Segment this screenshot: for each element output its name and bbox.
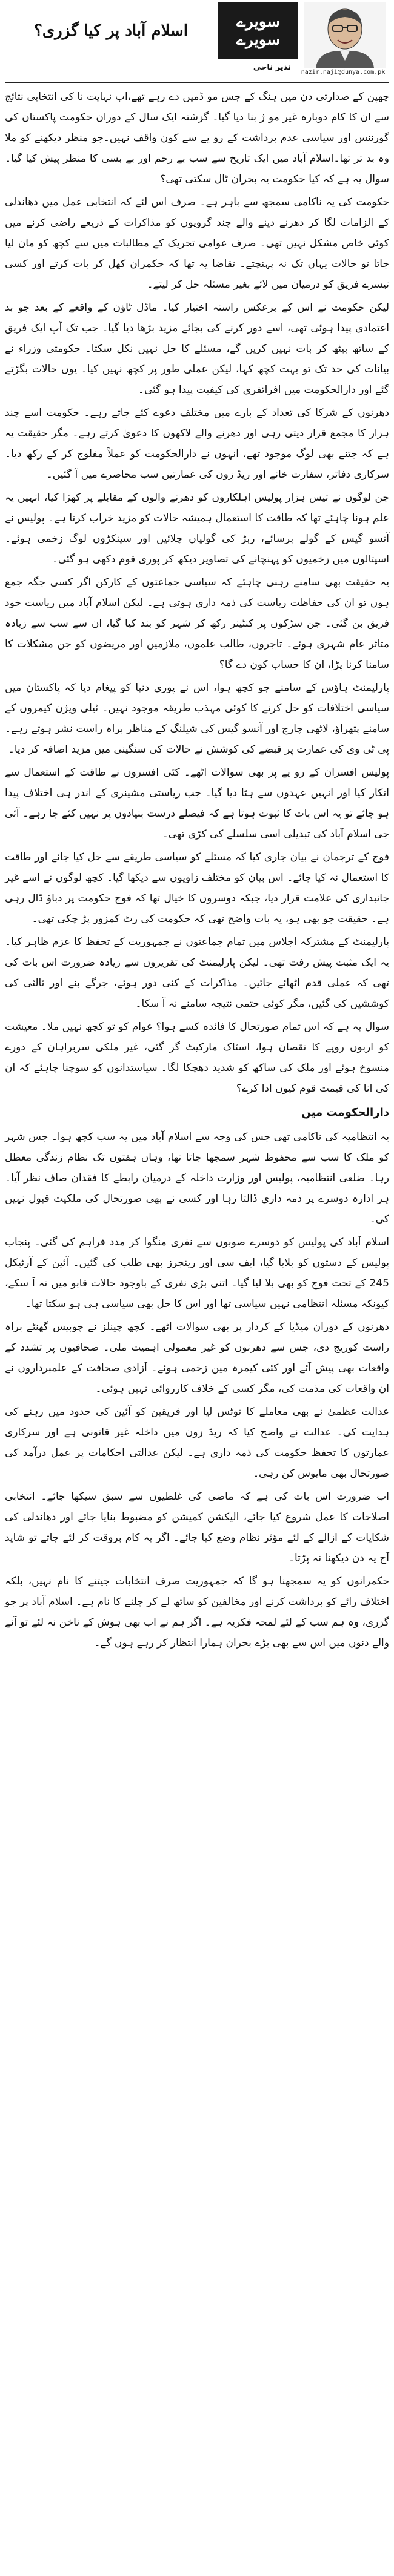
column-title: اسلام آباد پر کیا گزری؟ bbox=[34, 22, 188, 40]
paragraph: لیکن حکومت نے اس کے برعکس راستہ اختیار کیا۔ ماڈل ٹاؤن کے واقعے کے بعد جو بد اعتمادی پیدا ہوئی تھی، اسے دور کرنے کی بجائے مزید بڑھا دیا گیا۔ جب تک آپ ایک فریق کے ساتھ بیٹھ کر بات نہیں کریں گے، مسئلے کا حل نہیں نکل سکتا۔ حکومتی وزراء نے بیانات کی حد تک تو بہت کچھ کہا، لیکن عملی طور پر کچھ نہیں کیا۔ یوں حالات بگڑتے گئے اور دارالحکومت میں افراتفری کی کیفیت پیدا ہو گئی۔ bbox=[5, 301, 389, 396]
paragraph: پولیس افسران کے رو یے پر بھی سوالات اٹھے۔ کئی افسروں نے طاقت کے استعمال سے انکار کیا اور انہیں عہدوں سے ہٹا دیا گیا۔ جب ریاستی مشینری کے اندر ہی اختلاف پیدا ہو جائے تو یہ اس بات کا ثبوت ہوتا ہے کہ فیصلے درست بنیادوں پر نہیں کئے جا رہے۔ آئی جی اسلام آباد کی تبدیلی اسی سلسلے کی کڑی تھی۔ bbox=[5, 766, 389, 840]
paragraph: پارلیمنٹ ہاؤس کے سامنے جو کچھ ہوا، اس نے پوری دنیا کو پیغام دیا کہ پاکستان میں سیاسی اختلافات کو حل کرنے کا کوئی مہذب طریقہ موجود نہیں۔ ٹیلی ویژن کیمروں کے سامنے پتھراؤ، لاٹھی چارج اور آنسو گیس کی شیلنگ کے مناظر براہ راست نشر ہوتے رہے۔ پی ٹی وی کی عمارت پر قبضے کی کوشش نے حالات کی سنگینی میں مزید اضافہ کر دیا۔ bbox=[5, 682, 389, 756]
paragraph: عدالت عظمیٰ نے بھی معاملے کا نوٹس لیا اور فریقین کو آئین کی حدود میں رہنے کی ہدایت کی۔ عدالت نے واضح کیا کہ ریڈ زون میں داخلہ غیر قانونی ہے اور سرکاری عمارتوں کا تحفظ حکومت کی ذمہ داری ہے۔ لیکن عدالتی احکامات پر عمل درآمد کی صورتحال بھی مایوس کن رہی۔ bbox=[5, 1406, 389, 1480]
paragraph: اسلام آباد کی پولیس کو دوسرے صوبوں سے نفری منگوا کر مدد فراہم کی گئی۔ پنجاب پولیس کے دستوں کو بلایا گیا، ایف سی اور رینجرز بھی طلب کی گئیں۔ آئین کے آرٹیکل 245 کے تحت فوج کو بھی بلا لیا گیا۔ اتنی بڑی نفری کے باوجود حالات قابو میں نہ آ سکے، کیونکہ مسئلہ انتظامی نہیں سیاسی تھا اور اس کا حل بھی سیاسی ہی ہو سکتا تھا۔ bbox=[5, 1236, 389, 1310]
author-photo bbox=[304, 2, 386, 68]
paragraph: چھپن کے صدارتی دن میں ہنگ کے جس مو ڈمیں دے رہے تھے،اب نہایت نا کی انتخابی نتائج سے ان کا کام دوبارہ غیر مو ژ بنا دیا گیا۔ گزشتہ ایک سال کے دوران حکومت پاکستان کی گورننس اور سیاسی عدم برداشت کے رو یے سے کون واقف نہیں۔جو منظر دیکھنے کو ملا وہ بد تر تھا۔اسلام آباد میں ایک تاریخ سے سب بے رحم اور بے بسی کا منظر پیش کیا گیا۔سوال یہ ہے کہ کیا حکومت یہ بحران ٹال سکتی تھی؟ bbox=[5, 91, 389, 185]
logo-text-top: سویرے bbox=[236, 13, 281, 31]
logo-text-bottom: سویرے bbox=[236, 31, 281, 49]
paragraph: اب ضرورت اس بات کی ہے کہ ماضی کی غلطیوں سے سبق سیکھا جائے۔ انتخابی اصلاحات کا عمل شروع کیا جائے، الیکشن کمیشن کو مضبوط بنایا جائے اور دھاندلی کی شکایات کے ازالے کے لئے مؤثر نظام وضع کیا جائے۔ اگر یہ کام بروقت کر لئے جاتے تو شاید آج یہ دن دیکھنا نہ پڑتا۔ bbox=[5, 1491, 389, 1564]
section-subheading: دارالحکومت میں bbox=[301, 1106, 389, 1119]
paragraph: حکمرانوں کو یہ سمجھنا ہو گا کہ جمہوریت صرف انتخابات جیتنے کا نام نہیں، بلکہ اختلاف رائے کو برداشت کرنے اور مخالفین کو ساتھ لے کر چلنے کا نام ہے۔ اسلام آباد پر جو گزری، وہ ہم سب کے لئے لمحہ فکریہ ہے۔ اگر ہم نے اب بھی ہوش کے ناخن نہ لئے تو آنے والے دنوں میں اس سے بھی بڑے بحران ہمارا انتظار کر رہے ہوں گے۔ bbox=[5, 1575, 389, 1649]
column-header bbox=[5, 0, 389, 83]
paragraph: پارلیمنٹ کے مشترکہ اجلاس میں تمام جماعتوں نے جمہوریت کے تحفظ کا عزم ظاہر کیا۔ یہ ایک مثبت پیش رفت تھی۔ لیکن پارلیمنٹ کی تقریروں سے زیادہ ضرورت اس بات کی تھی کہ عملی قدم اٹھائے جائیں۔ مذاکرات کے کئی دور ہوئے، جرگے بنے اور ثالثی کی کوششیں کی گئیں، مگر کوئی حتمی نتیجہ سامنے نہ آ سکا۔ bbox=[5, 936, 389, 1010]
author-email[interactable]: nazir.naji@dunya.com.pk bbox=[301, 69, 386, 76]
paragraph: دھرنوں کے شرکا کی تعداد کے بارے میں مختلف دعوے کئے جاتے رہے۔ حکومت اسے چند ہزار کا مجمع قرار دیتی رہی اور دھرنے والے لاکھوں کا دعویٰ کرتے رہے۔ مگر حقیقت یہ ہے کہ جتنے بھی لوگ موجود تھے، انہوں نے دارالحکومت کو عملاً مفلوج کر کے رکھ دیا۔ سرکاری دفاتر، سفارت خانے اور ریڈ زون کی عمارتیں سب محاصرے میں آ گئیں۔ bbox=[5, 407, 389, 481]
paragraph: یہ حقیقت بھی سامنے رہنی چاہئے کہ سیاسی جماعتوں کے کارکن اگر کسی جگہ جمع ہوں تو ان کی حفاظت ریاست کی ذمہ داری ہوتی ہے۔ لیکن اسلام آباد میں ریاست خود فریق بن گئی۔ جن سڑکوں پر کنٹینر رکھ کر شہر کو بند کیا گیا، ان سے سب سے زیادہ متاثر عام شہری ہوئے۔ تاجروں، طالب علموں، ملازمین اور مریضوں کو جن مشکلات کا سامنا کرنا پڑا، ان کا حساب کون دے گا؟ bbox=[5, 576, 389, 671]
paragraph: حکومت کی یہ ناکامی سمجھ سے باہر ہے۔ صرف اس لئے کہ انتخابی عمل میں دھاندلی کے الزامات لگا کر دھرنے دینے والے چند گروپوں کو مذاکرات کے ذریعے راضی کرنے میں کوئی خاص مشکل نہیں تھی۔ صرف عوامی تحریک کے مطالبات میں سے کچھ کو مان لیا جاتا تو حالات یہاں تک نہ پہنچتے۔ تقاضا یہ تھا کہ حکمران کھل کر بات کرتے اور کسی تیسرے فریق کو درمیان میں لائے بغیر مسئلہ حل کر لیتے۔ bbox=[5, 196, 389, 291]
paragraph: فوج کے ترجمان نے بیان جاری کیا کہ مسئلے کو سیاسی طریقے سے حل کیا جائے اور طاقت کا استعمال نہ کیا جائے۔ اس بیان کو مختلف زاویوں سے دیکھا گیا۔ کچھ لوگوں نے اسے غیر جانبداری کی علامت قرار دیا، جبکہ دوسروں کا خیال تھا کہ فوج حکومت پر دباؤ ڈال رہی ہے۔ حقیقت جو بھی ہو، یہ بات واضح تھی کہ حکومت کی رٹ کمزور پڑ چکی تھی۔ bbox=[5, 851, 389, 925]
paragraph: دھرنوں کے دوران میڈیا کے کردار پر بھی سوالات اٹھے۔ کچھ چینلز نے چوبیس گھنٹے براہ راست کوریج دی، جس سے دھرنوں کو غیر معمولی اہمیت ملی۔ صحافیوں پر تشدد کے واقعات بھی پیش آئے اور کئی کیمرہ مین زخمی ہوئے۔ آزادی صحافت کے علمبرداروں نے ان واقعات کی مذمت کی، مگر کسی کے خلاف کارروائی نہیں ہوئی۔ bbox=[5, 1321, 389, 1395]
paragraph: جن لوگوں نے تیس ہزار پولیس اہلکاروں کو دھرنے والوں کے مقابلے پر کھڑا کیا، انہیں یہ علم ہونا چاہئے تھا کہ طاقت کا استعمال ہمیشہ حالات کو مزید خراب کرتا ہے۔ پولیس نے آنسو گیس کے گولے برسائے، ربڑ کی گولیاں چلائیں اور سینکڑوں لوگ زخمی ہوئے۔ اسپتالوں میں زخمیوں کو پہنچانے کی تصاویر دیکھ کر پوری قوم دکھی ہو گئی۔ bbox=[5, 492, 389, 565]
paragraph: سوال یہ ہے کہ اس تمام صورتحال کا فائدہ کسے ہوا؟ عوام کو تو کچھ نہیں ملا۔ معیشت کو اربوں روپے کا نقصان ہوا، اسٹاک مارکیٹ گر گئی، غیر ملکی سربراہان کے دورے منسوخ ہوئے اور ملک کی ساکھ کو شدید دھچکا لگا۔ سیاستدانوں کو سوچنا چاہئے کہ ان کی انا کی قیمت قوم کیوں ادا کرے؟ bbox=[5, 1021, 389, 1095]
author-portrait-icon bbox=[304, 2, 386, 68]
column-logo bbox=[218, 2, 298, 59]
paragraph: یہ انتظامیہ کی ناکامی تھی جس کی وجہ سے اسلام آباد میں یہ سب کچھ ہوا۔ جس شہر کو ملک کا سب سے محفوظ شہر سمجھا جاتا تھا، وہاں ہفتوں تک نظام زندگی معطل رہا۔ ضلعی انتظامیہ، پولیس اور وزارت داخلہ کے درمیان رابطے کا فقدان صاف نظر آیا۔ ہر ادارہ دوسرے پر ذمہ داری ڈالتا رہا اور کسی نے بھی صورتحال کی ملکیت قبول نہیں کی۔ bbox=[5, 1131, 389, 1225]
author-name: نذیر ناجی bbox=[253, 63, 291, 72]
article-body bbox=[5, 83, 389, 1653]
